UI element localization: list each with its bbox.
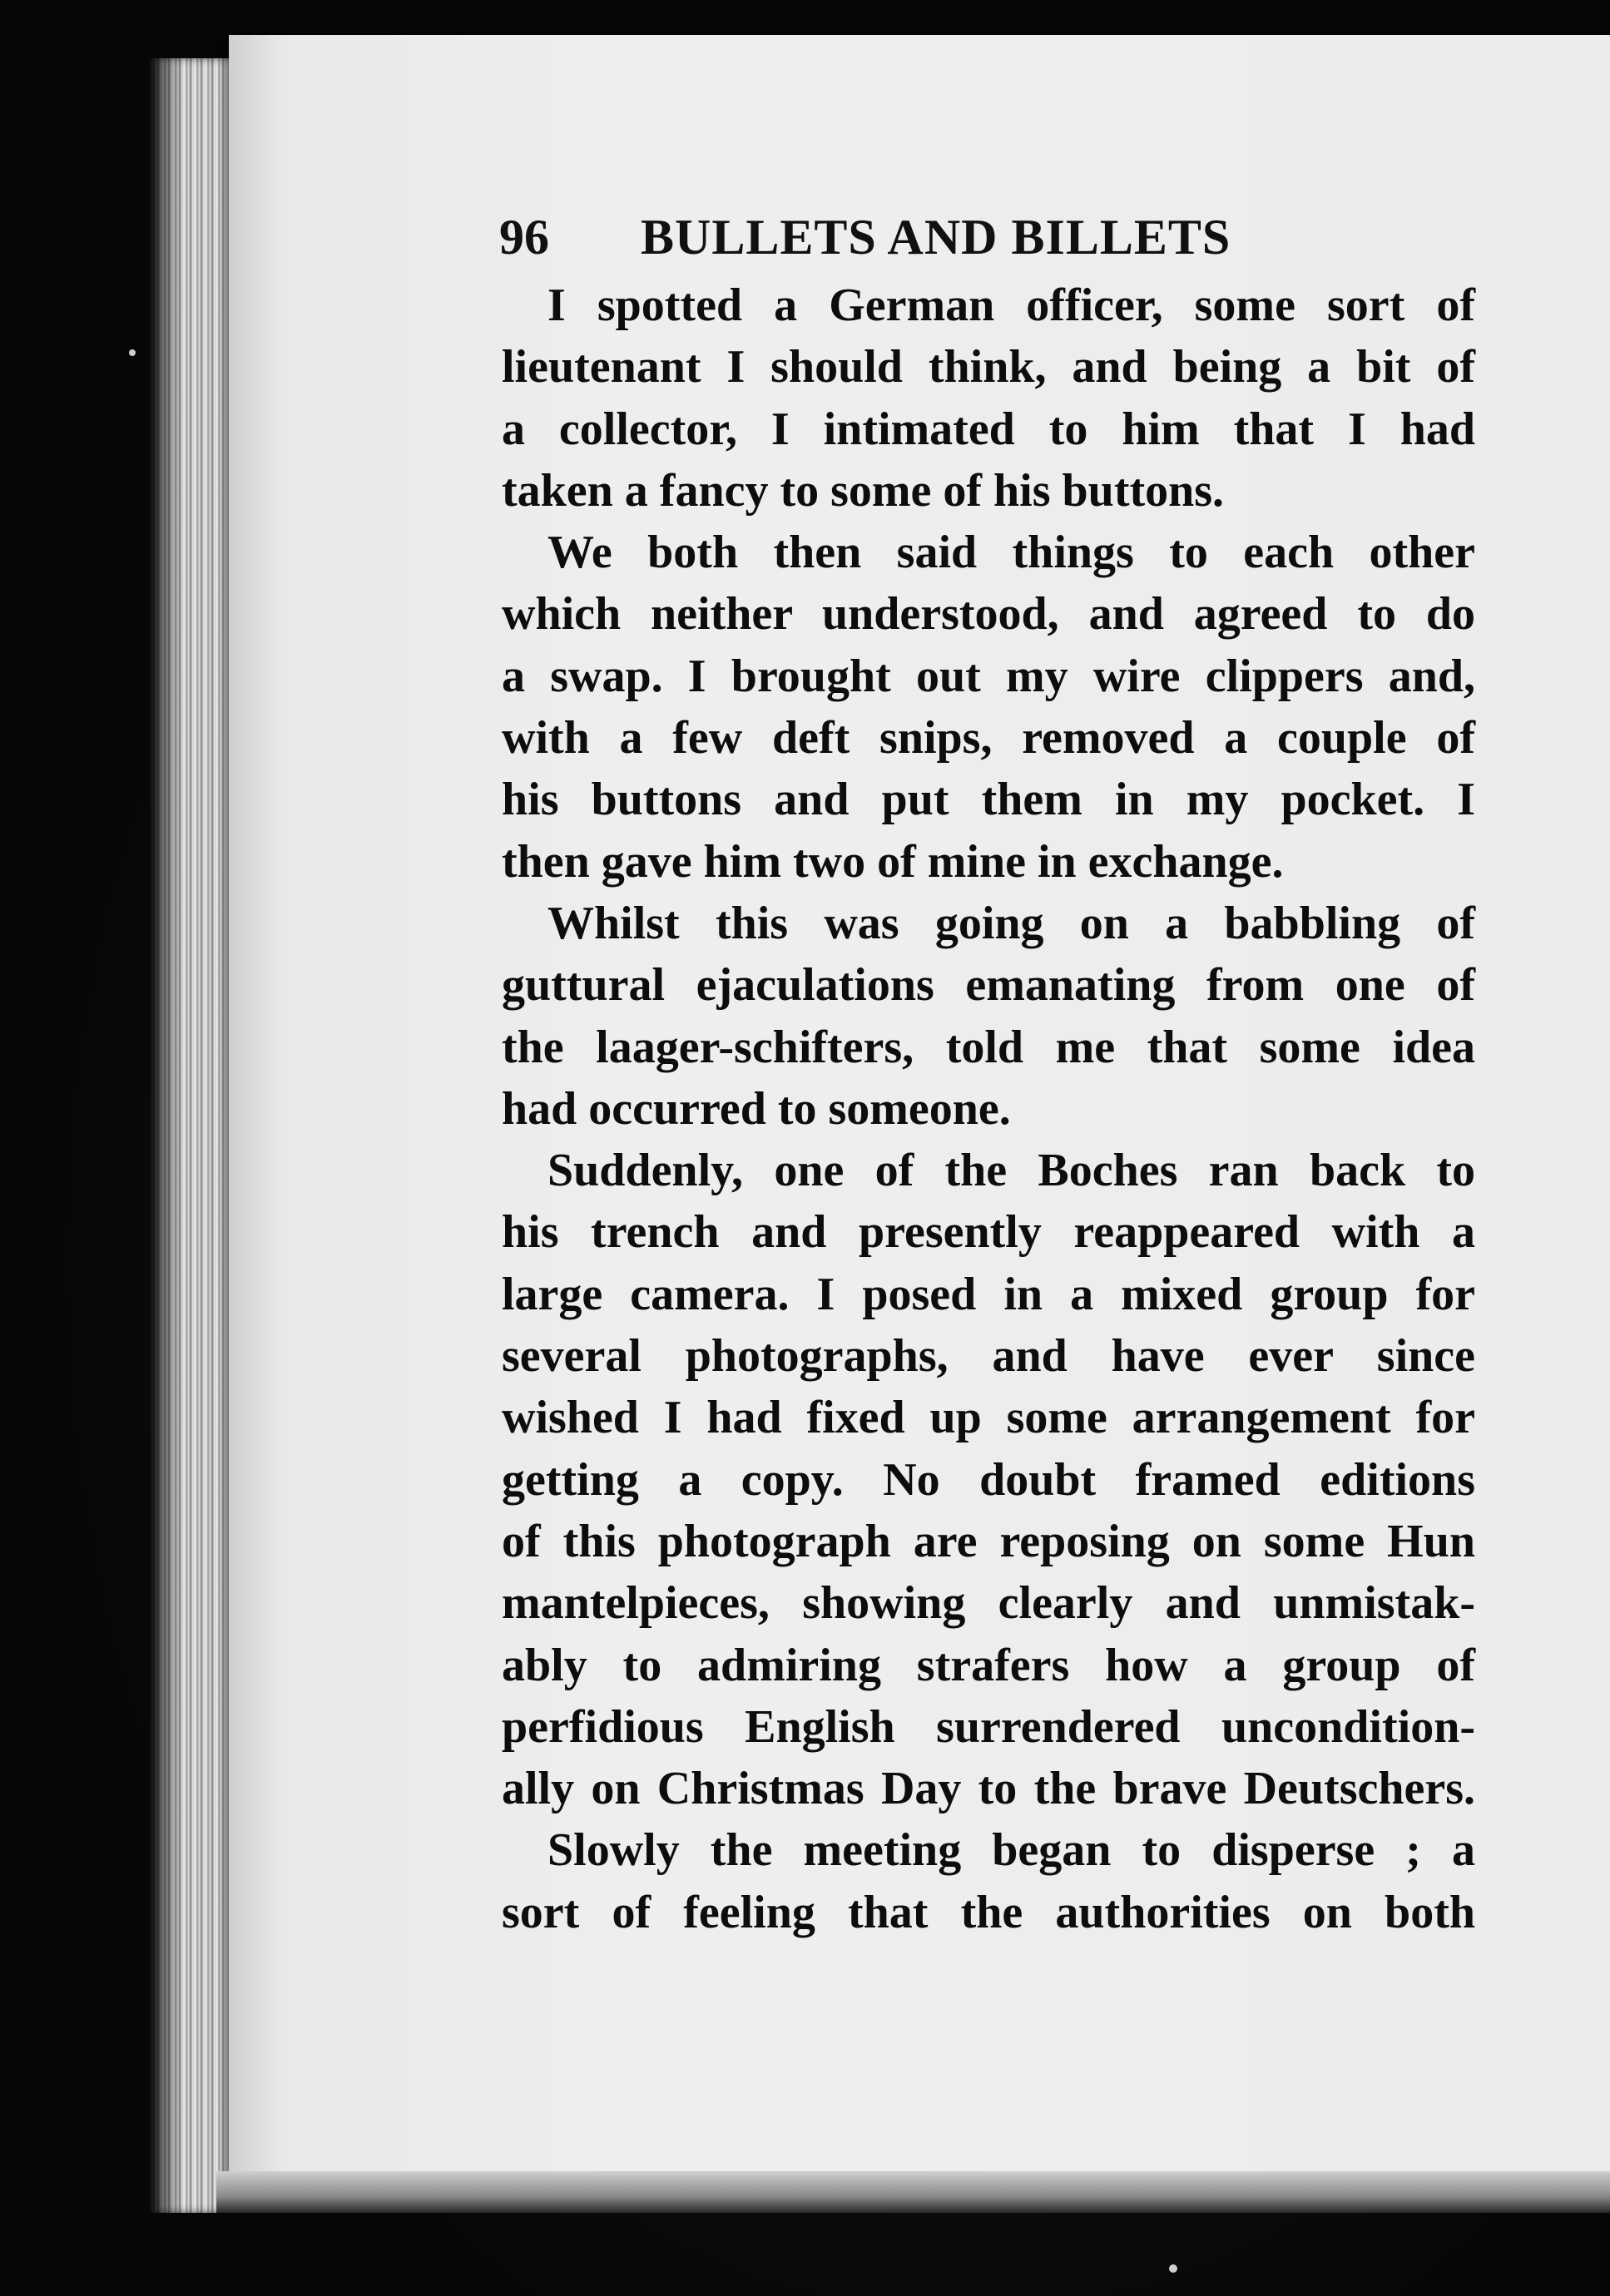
- text-line: of this photograph are reposing on some Hun: [502, 1515, 1475, 1567]
- text-line: ally on Christmas Day to the brave Deutschers.: [502, 1763, 1475, 1815]
- text-line: a swap. I brought out my wire clippers and,: [502, 650, 1475, 702]
- text-line: with a few deft snips, removed a couple of: [502, 712, 1475, 765]
- running-title: BULLETS AND BILLETS: [641, 210, 1231, 265]
- text-line: We both then said things to each other: [547, 527, 1475, 579]
- text-line: mantelpieces, showing clearly and unmistak-: [502, 1577, 1475, 1630]
- text-line: his buttons and put them in my pocket. I: [502, 774, 1475, 826]
- text-line: his trench and presently reappeared with a: [502, 1206, 1475, 1259]
- text-line: getting a copy. No doubt framed editions: [502, 1453, 1475, 1506]
- text-line: Whilst this was going on a babbling of: [547, 897, 1475, 949]
- text-line: Suddenly, one of the Boches ran back to: [547, 1145, 1475, 1197]
- page-number: 96: [499, 210, 549, 265]
- text-line: ably to admiring strafers how a group of: [502, 1639, 1475, 1691]
- text-line: had occurred to someone.: [502, 1082, 1011, 1135]
- text-line: I spotted a German officer, some sort of: [547, 280, 1475, 331]
- text-line: a collector, I intimated to him that I had: [502, 403, 1475, 455]
- text-line: Slowly the meeting began to disperse ; a: [547, 1824, 1475, 1877]
- text-line: guttural ejaculations emanating from one of: [502, 959, 1475, 1012]
- page-bottom-edge: [216, 2171, 1610, 2213]
- text-line: lieutenant I should think, and being a bit of: [502, 341, 1475, 393]
- text-line: perfidious English surrendered uncondition-: [502, 1700, 1475, 1753]
- page-header: [499, 200, 1481, 275]
- body-text: [502, 275, 1475, 1943]
- text-line: sort of feeling that the authorities on both: [502, 1886, 1475, 1938]
- text-line: several photographs, and have ever since: [502, 1330, 1475, 1383]
- text-line: then gave him two of mine in exchange.: [502, 835, 1284, 888]
- spine-shadow: [150, 58, 183, 2213]
- scan-speck: [1169, 2264, 1177, 2273]
- text-line: the laager-schifters, told me that some idea: [502, 1021, 1475, 1073]
- text-line: wished I had fixed up some arrangement for: [502, 1392, 1475, 1444]
- text-line: which neither understood, and agreed to do: [502, 588, 1475, 641]
- scan-speck: [129, 349, 136, 356]
- text-line: large camera. I posed in a mixed group for: [502, 1268, 1475, 1320]
- text-line: taken a fancy to some of his buttons.: [502, 464, 1225, 517]
